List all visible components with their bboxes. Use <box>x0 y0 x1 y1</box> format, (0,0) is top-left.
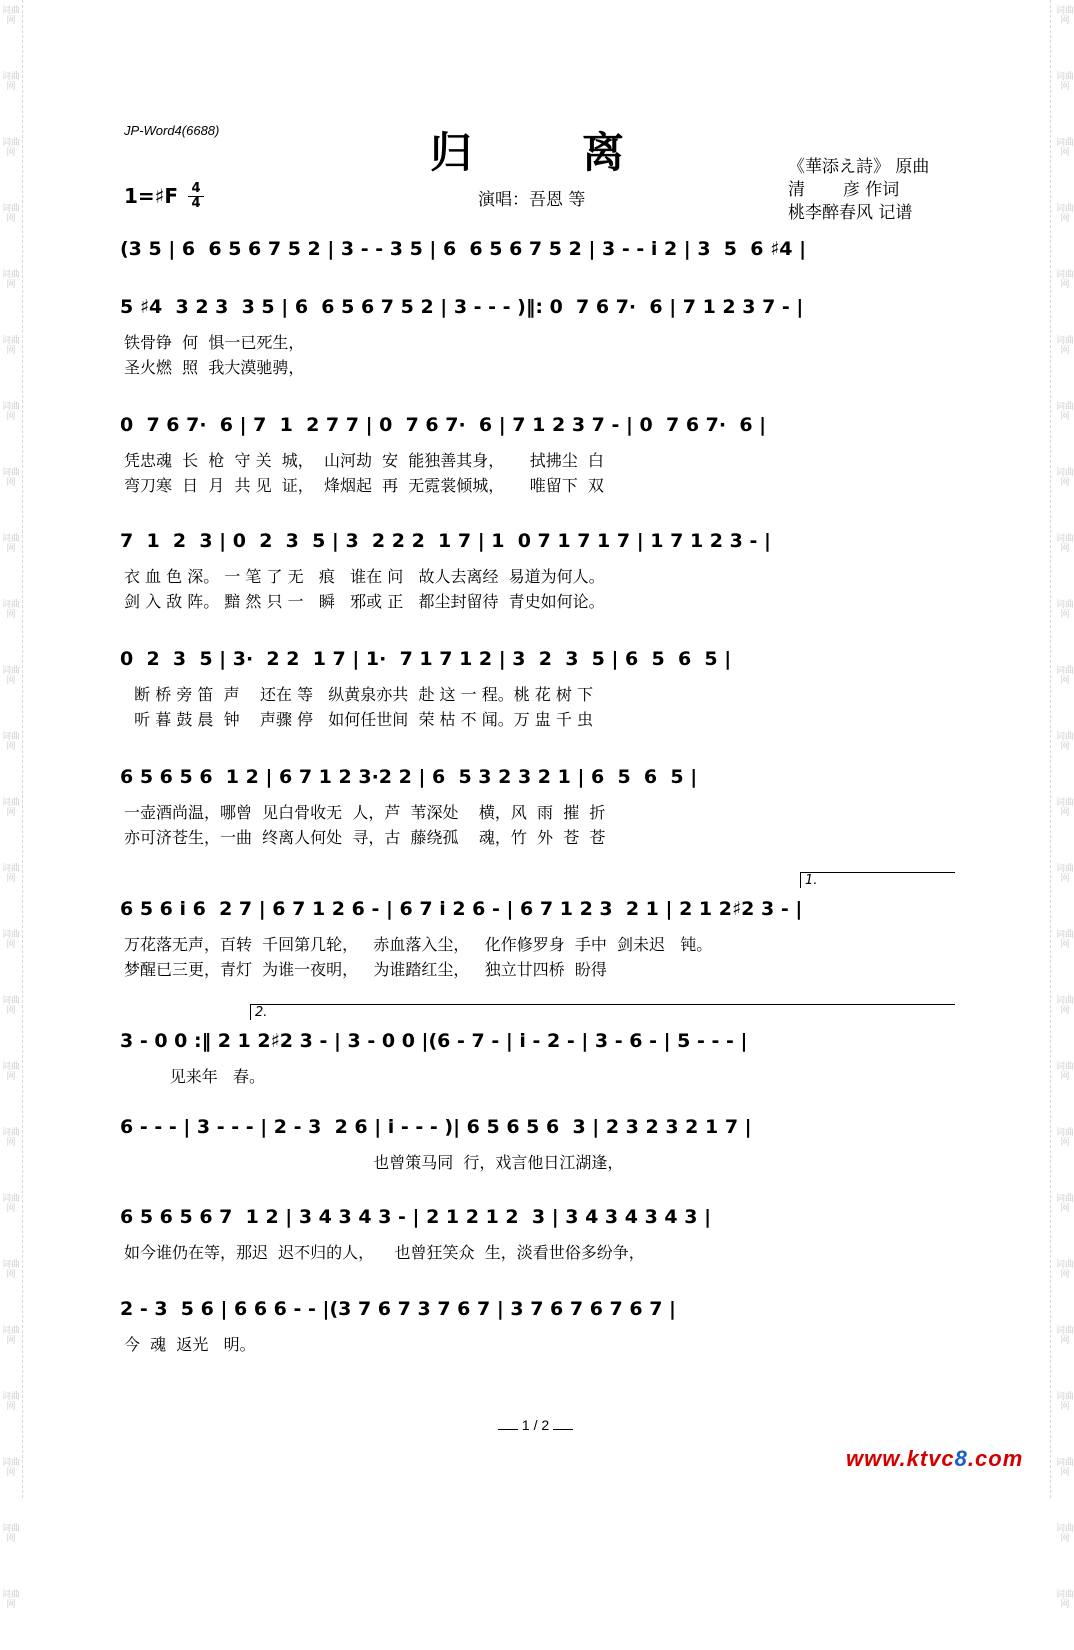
watermark-text: 词曲网 <box>1056 732 1074 752</box>
watermark-text: 词曲网 <box>1056 1458 1074 1478</box>
watermark-text: 词曲网 <box>2 138 21 158</box>
watermark-text: 词曲网 <box>1056 6 1074 26</box>
music-line-5 <box>120 648 956 678</box>
watermark-text: 词曲网 <box>1056 1524 1074 1544</box>
watermark-text: 词曲网 <box>1056 666 1074 686</box>
note-sequence: 6 5 6 5 6 1 2 | 6 7 1 2 3·2 2 | 6 5 3 2 3 2 1 | 6 5 6 5 | <box>120 766 698 788</box>
logo-text-digit: 8 <box>954 1446 968 1471</box>
music-line-8 <box>120 1030 956 1060</box>
note-sequence: 7 1 2 3 | 0 2 3 5 | 3 2 2 2 1 7 | 1 0 7 1 7 1 7 | 1 7 1 2 3 - | <box>120 530 771 552</box>
lyric-verse-2: 亦可济苍生，一曲 终离人何处 寻，古 藤绕孤 魂，竹 外 苍 苍 <box>124 828 606 847</box>
note-sequence: 5 ♯4 3 2 3 3 5 | 6 6 5 6 7 5 2 | 3 - - - )‖: 0 7 6 7· 6 | 7 1 2 3 7 - | <box>120 296 804 318</box>
music-line-11 <box>120 1298 956 1328</box>
music-line-1 <box>120 238 956 268</box>
lyric-verse-1: 今 魂 返光 明。 <box>124 1335 256 1354</box>
original-song-credit: 《華添え詩》 原曲 <box>788 157 930 177</box>
watermark-text: 词曲网 <box>1056 1392 1074 1412</box>
watermark-text: 词曲网 <box>1056 1194 1074 1214</box>
note-sequence: (3 5 | 6 6 5 6 7 5 2 | 3 - - 3 5 | 6 6 5 6 7 5 2 | 3 - - i 2 | 3 5 6 ♯4 | <box>120 238 807 260</box>
watermark-text: 词曲网 <box>1056 930 1074 950</box>
lyric-verse-1: 衣 血 色 深。 一 笔 了 无 痕 谁在 问 故人去离经 易道为何人。 <box>124 567 605 586</box>
lyric-verse-1: 万花落无声，百转 千回第几轮， 赤血落入尘， 化作修罗身 手中 剑未迟 钝。 <box>124 935 713 954</box>
note-sequence: 0 2 3 5 | 3· 2 2 1 7 | 1· 7 1 7 1 2 | 3 2 3 5 | 6 5 6 5 | <box>120 648 732 670</box>
page-border-right <box>1050 0 1051 1498</box>
lyric-verse-1: 也曾策马同 行，戏言他日江湖逢， <box>124 1153 624 1172</box>
time-signature <box>188 182 204 211</box>
watermark-text: 词曲网 <box>2 1062 21 1082</box>
watermark-text: 词曲网 <box>2 1128 21 1148</box>
lyric-verse-1: 见来年 春。 <box>124 1067 266 1086</box>
page-number-text: 1 / 2 <box>521 1417 550 1433</box>
watermark-text: 词曲网 <box>1056 336 1074 356</box>
music-line-4 <box>120 530 956 560</box>
volta-first-ending: 1. <box>800 872 955 888</box>
watermark-text: 词曲网 <box>2 6 21 26</box>
note-sequence: 6 5 6 5 6 7 1 2 | 3 4 3 4 3 - | 2 1 2 1 2 3 | 3 4 3 4 3 4 3 | <box>120 1206 712 1228</box>
watermark-text: 词曲网 <box>2 1194 21 1214</box>
watermark-text: 词曲网 <box>2 930 21 950</box>
watermark-text: 词曲网 <box>1056 204 1074 224</box>
watermark-text: 词曲网 <box>2 996 21 1016</box>
watermark-text: 词曲网 <box>1056 1590 1074 1610</box>
meter-numerator: 4 <box>188 182 204 197</box>
watermark-text: 词曲网 <box>1056 1326 1074 1346</box>
song-title: 归离 <box>430 128 735 177</box>
watermark-text: 词曲网 <box>1056 138 1074 158</box>
watermark-text: 词曲网 <box>2 1590 21 1610</box>
logo-text-main: www.ktvc <box>846 1446 955 1471</box>
watermark-text: 词曲网 <box>1056 798 1074 818</box>
watermark-text: 词曲网 <box>1056 1062 1074 1082</box>
logo-text-tld: .com <box>967 1446 1024 1471</box>
watermark-text: 词曲网 <box>2 1260 21 1280</box>
watermark-right <box>1056 0 1074 1610</box>
watermark-left <box>2 0 21 1610</box>
volta-second-ending: 2. <box>250 1004 955 1020</box>
watermark-text: 词曲网 <box>2 204 21 224</box>
page-rule-left <box>498 1429 518 1430</box>
lyricist-credit: 清 彦 作词 <box>788 180 900 200</box>
music-line-9 <box>120 1116 956 1146</box>
singer-credit: 演唱：吾恩 等 <box>478 190 586 210</box>
lyric-verse-2: 剑 入 敌 阵。 黯 然 只 一 瞬 邪或 正 都尘封留待 青史如何论。 <box>124 592 605 611</box>
lyric-verse-2: 弯刀寒 日 月 共 见 证， 烽烟起 再 无霓裳倾城， 唯留下 双 <box>124 476 604 495</box>
site-logo <box>846 1446 1023 1472</box>
watermark-text: 词曲网 <box>1056 402 1074 422</box>
lyric-verse-1: 断 桥 旁 笛 声 还在 等 纵黄泉亦共 赴 这 一 程。桃 花 树 下 <box>124 685 593 704</box>
lyric-verse-2: 听 暮 鼓 晨 钟 声骤 停 如何任世间 荣 枯 不 闻。万 盅 千 虫 <box>124 710 593 729</box>
music-line-2 <box>120 296 956 326</box>
watermark-text: 词曲网 <box>2 1392 21 1412</box>
lyric-verse-1: 如今谁仍在等，那迟 迟不归的人， 也曾狂笑众 生，淡看世俗多纷争， <box>124 1243 645 1262</box>
lyric-verse-2: 梦醒已三更，青灯 为谁一夜明， 为谁踏红尘， 独立廿四桥 盼得 <box>124 960 607 979</box>
watermark-text: 词曲网 <box>1056 270 1074 290</box>
music-line-10 <box>120 1206 956 1236</box>
lyric-verse-1: 一壶酒尚温，哪曾 见白骨收无 人，芦 苇深处 横，风 雨 摧 折 <box>124 803 606 822</box>
watermark-text: 词曲网 <box>1056 1260 1074 1280</box>
lyric-verse-2: 圣火燃 照 我大漠驰骋， <box>124 358 305 377</box>
note-sequence: 2 - 3 5 6 | 6 6 6 - - |(3 7 6 7 3 7 6 7 | 3 7 6 7 6 7 6 7 | <box>120 1298 676 1320</box>
note-sequence: 0 7 6 7· 6 | 7 1 2 7 7 | 0 7 6 7· 6 | 7 1 2 3 7 - | 0 7 6 7· 6 | <box>120 414 767 436</box>
note-sequence: 6 5 6 i 6 2 7 | 6 7 1 2 6 - | 6 7 i 2 6 - | 6 7 1 2 3 2 1 | 2 1 2♯2 3 - | <box>120 898 803 920</box>
music-line-6 <box>120 766 956 796</box>
page-rule-right <box>553 1429 573 1430</box>
lyric-verse-1: 凭忠魂 长 枪 守 关 城， 山河劫 安 能独善其身， 拭拂尘 白 <box>124 451 604 470</box>
music-line-3 <box>120 414 956 444</box>
watermark-text: 词曲网 <box>1056 996 1074 1016</box>
key-signature: 1=♯F <box>124 184 179 208</box>
watermark-text: 词曲网 <box>1056 600 1074 620</box>
music-line-7 <box>120 898 956 928</box>
software-tag: JP-Word4(6688) <box>124 123 220 138</box>
watermark-text: 词曲网 <box>1056 1128 1074 1148</box>
watermark-text: 词曲网 <box>2 864 21 884</box>
watermark-text: 词曲网 <box>1056 864 1074 884</box>
page-border-left <box>22 0 23 1498</box>
watermark-text: 词曲网 <box>2 72 21 92</box>
watermark-text: 词曲网 <box>2 468 21 488</box>
page-number <box>498 1417 573 1433</box>
watermark-text: 词曲网 <box>2 336 21 356</box>
watermark-text: 词曲网 <box>2 1458 21 1478</box>
watermark-text: 词曲网 <box>2 798 21 818</box>
meter-denominator: 4 <box>191 196 201 211</box>
watermark-text: 词曲网 <box>1056 534 1074 554</box>
watermark-text: 词曲网 <box>1056 72 1074 92</box>
lyric-verse-1: 铁骨铮 何 惧一已死生， <box>124 333 305 352</box>
watermark-text: 词曲网 <box>2 402 21 422</box>
transcriber-credit: 桃李醉春风 记谱 <box>788 203 913 223</box>
watermark-text: 词曲网 <box>1056 468 1074 488</box>
watermark-text: 词曲网 <box>2 666 21 686</box>
watermark-text: 词曲网 <box>2 600 21 620</box>
watermark-text: 词曲网 <box>2 732 21 752</box>
watermark-text: 词曲网 <box>2 270 21 290</box>
watermark-text: 词曲网 <box>2 1524 21 1544</box>
watermark-text: 词曲网 <box>2 534 21 554</box>
note-sequence: 3 - 0 0 :‖ 2 1 2♯2 3 - | 3 - 0 0 |(6 - 7 - | i - 2 - | 3 - 6 - | 5 - - - | <box>120 1030 748 1052</box>
watermark-text: 词曲网 <box>2 1326 21 1346</box>
note-sequence: 6 - - - | 3 - - - | 2 - 3 2 6 | i - - - )| 6 5 6 5 6 3 | 2 3 2 3 2 1 7 | <box>120 1116 752 1138</box>
